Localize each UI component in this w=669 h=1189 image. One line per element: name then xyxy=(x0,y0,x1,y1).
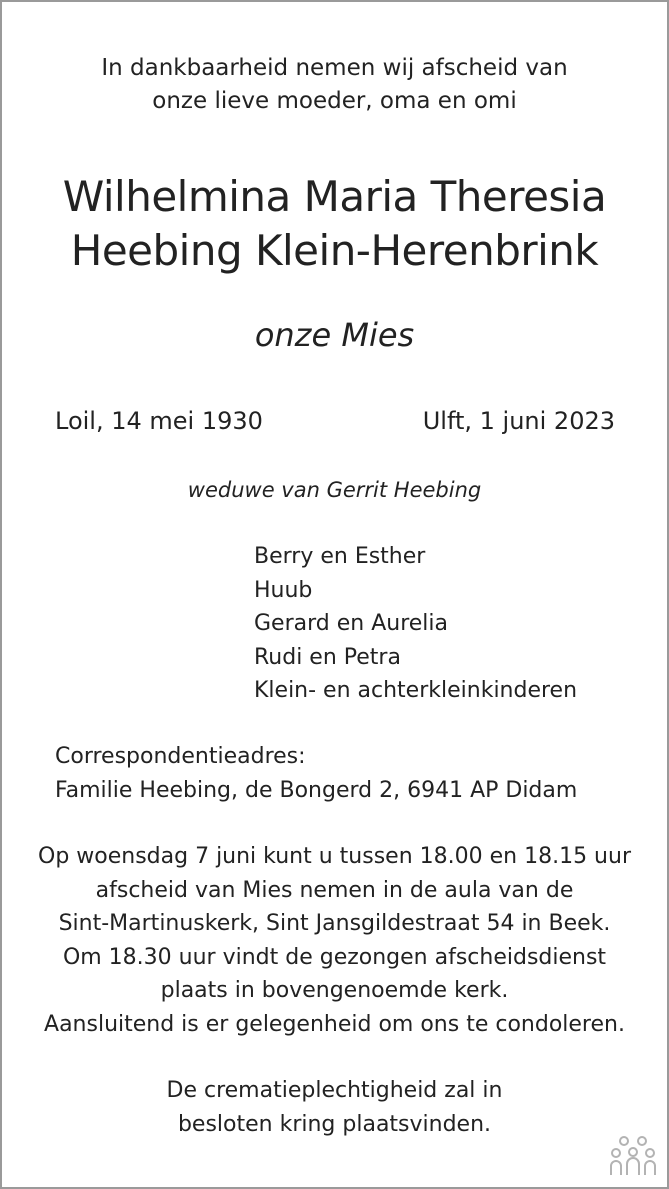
family-list xyxy=(254,540,577,708)
name-line-1: Wilhelmina Maria Theresia xyxy=(62,172,607,221)
ceremony-line: Aansluitend is er gelegenheid om ons te condoleren. xyxy=(44,1011,625,1037)
ceremony-line: Sint-Martinuskerk, Sint Jansgildestraat 54 in Beek. xyxy=(58,911,611,936)
family-member: Klein- en achterkleinkinderen xyxy=(254,678,578,703)
family-member: Rudi en Petra xyxy=(254,644,401,670)
ceremony-line: afscheid van Mies nemen in de aula van de xyxy=(95,877,574,903)
widow-of: weduwe van Gerrit Heebing xyxy=(187,478,482,502)
correspondence-address-line: Familie Heebing, de Bongerd 2, 6941 AP Didam xyxy=(55,777,578,803)
closing-text xyxy=(2,1074,667,1141)
closing-line-1: De crematieplechtigheid zal in xyxy=(166,1078,503,1103)
correspondence-label: Correspondentieadres: xyxy=(55,744,306,769)
family-member: Gerard en Aurelia xyxy=(254,611,448,636)
ceremony-line: Om 18.30 uur vindt de gezongen afscheidsdienst xyxy=(62,944,607,970)
family-member: Berry en Esther xyxy=(254,544,426,569)
ceremony-line: Op woensdag 7 juni kunt u tussen 18.00 en 18.15 uur xyxy=(38,844,631,869)
birth-date: Loil, 14 mei 1930 xyxy=(55,407,263,435)
death-date: Ulft, 1 juni 2023 xyxy=(422,407,615,435)
correspondence-address xyxy=(55,740,577,807)
nickname: onze Mies xyxy=(254,316,415,354)
family-figures-icon xyxy=(610,1136,656,1176)
ceremony-line: plaats in bovengenoemde kerk. xyxy=(160,978,509,1003)
deceased-name xyxy=(2,170,667,278)
intro-text xyxy=(2,52,667,118)
name-line-2: Heebing Klein-Herenbrink xyxy=(70,226,599,275)
intro-line-2: onze lieve moeder, oma en omi xyxy=(152,88,517,114)
ceremony-details xyxy=(2,840,667,1041)
family-member: Huub xyxy=(254,577,313,603)
intro-line-1: In dankbaarheid nemen wij afscheid van xyxy=(101,55,568,81)
closing-line-2: besloten kring plaatsvinden. xyxy=(177,1111,492,1137)
